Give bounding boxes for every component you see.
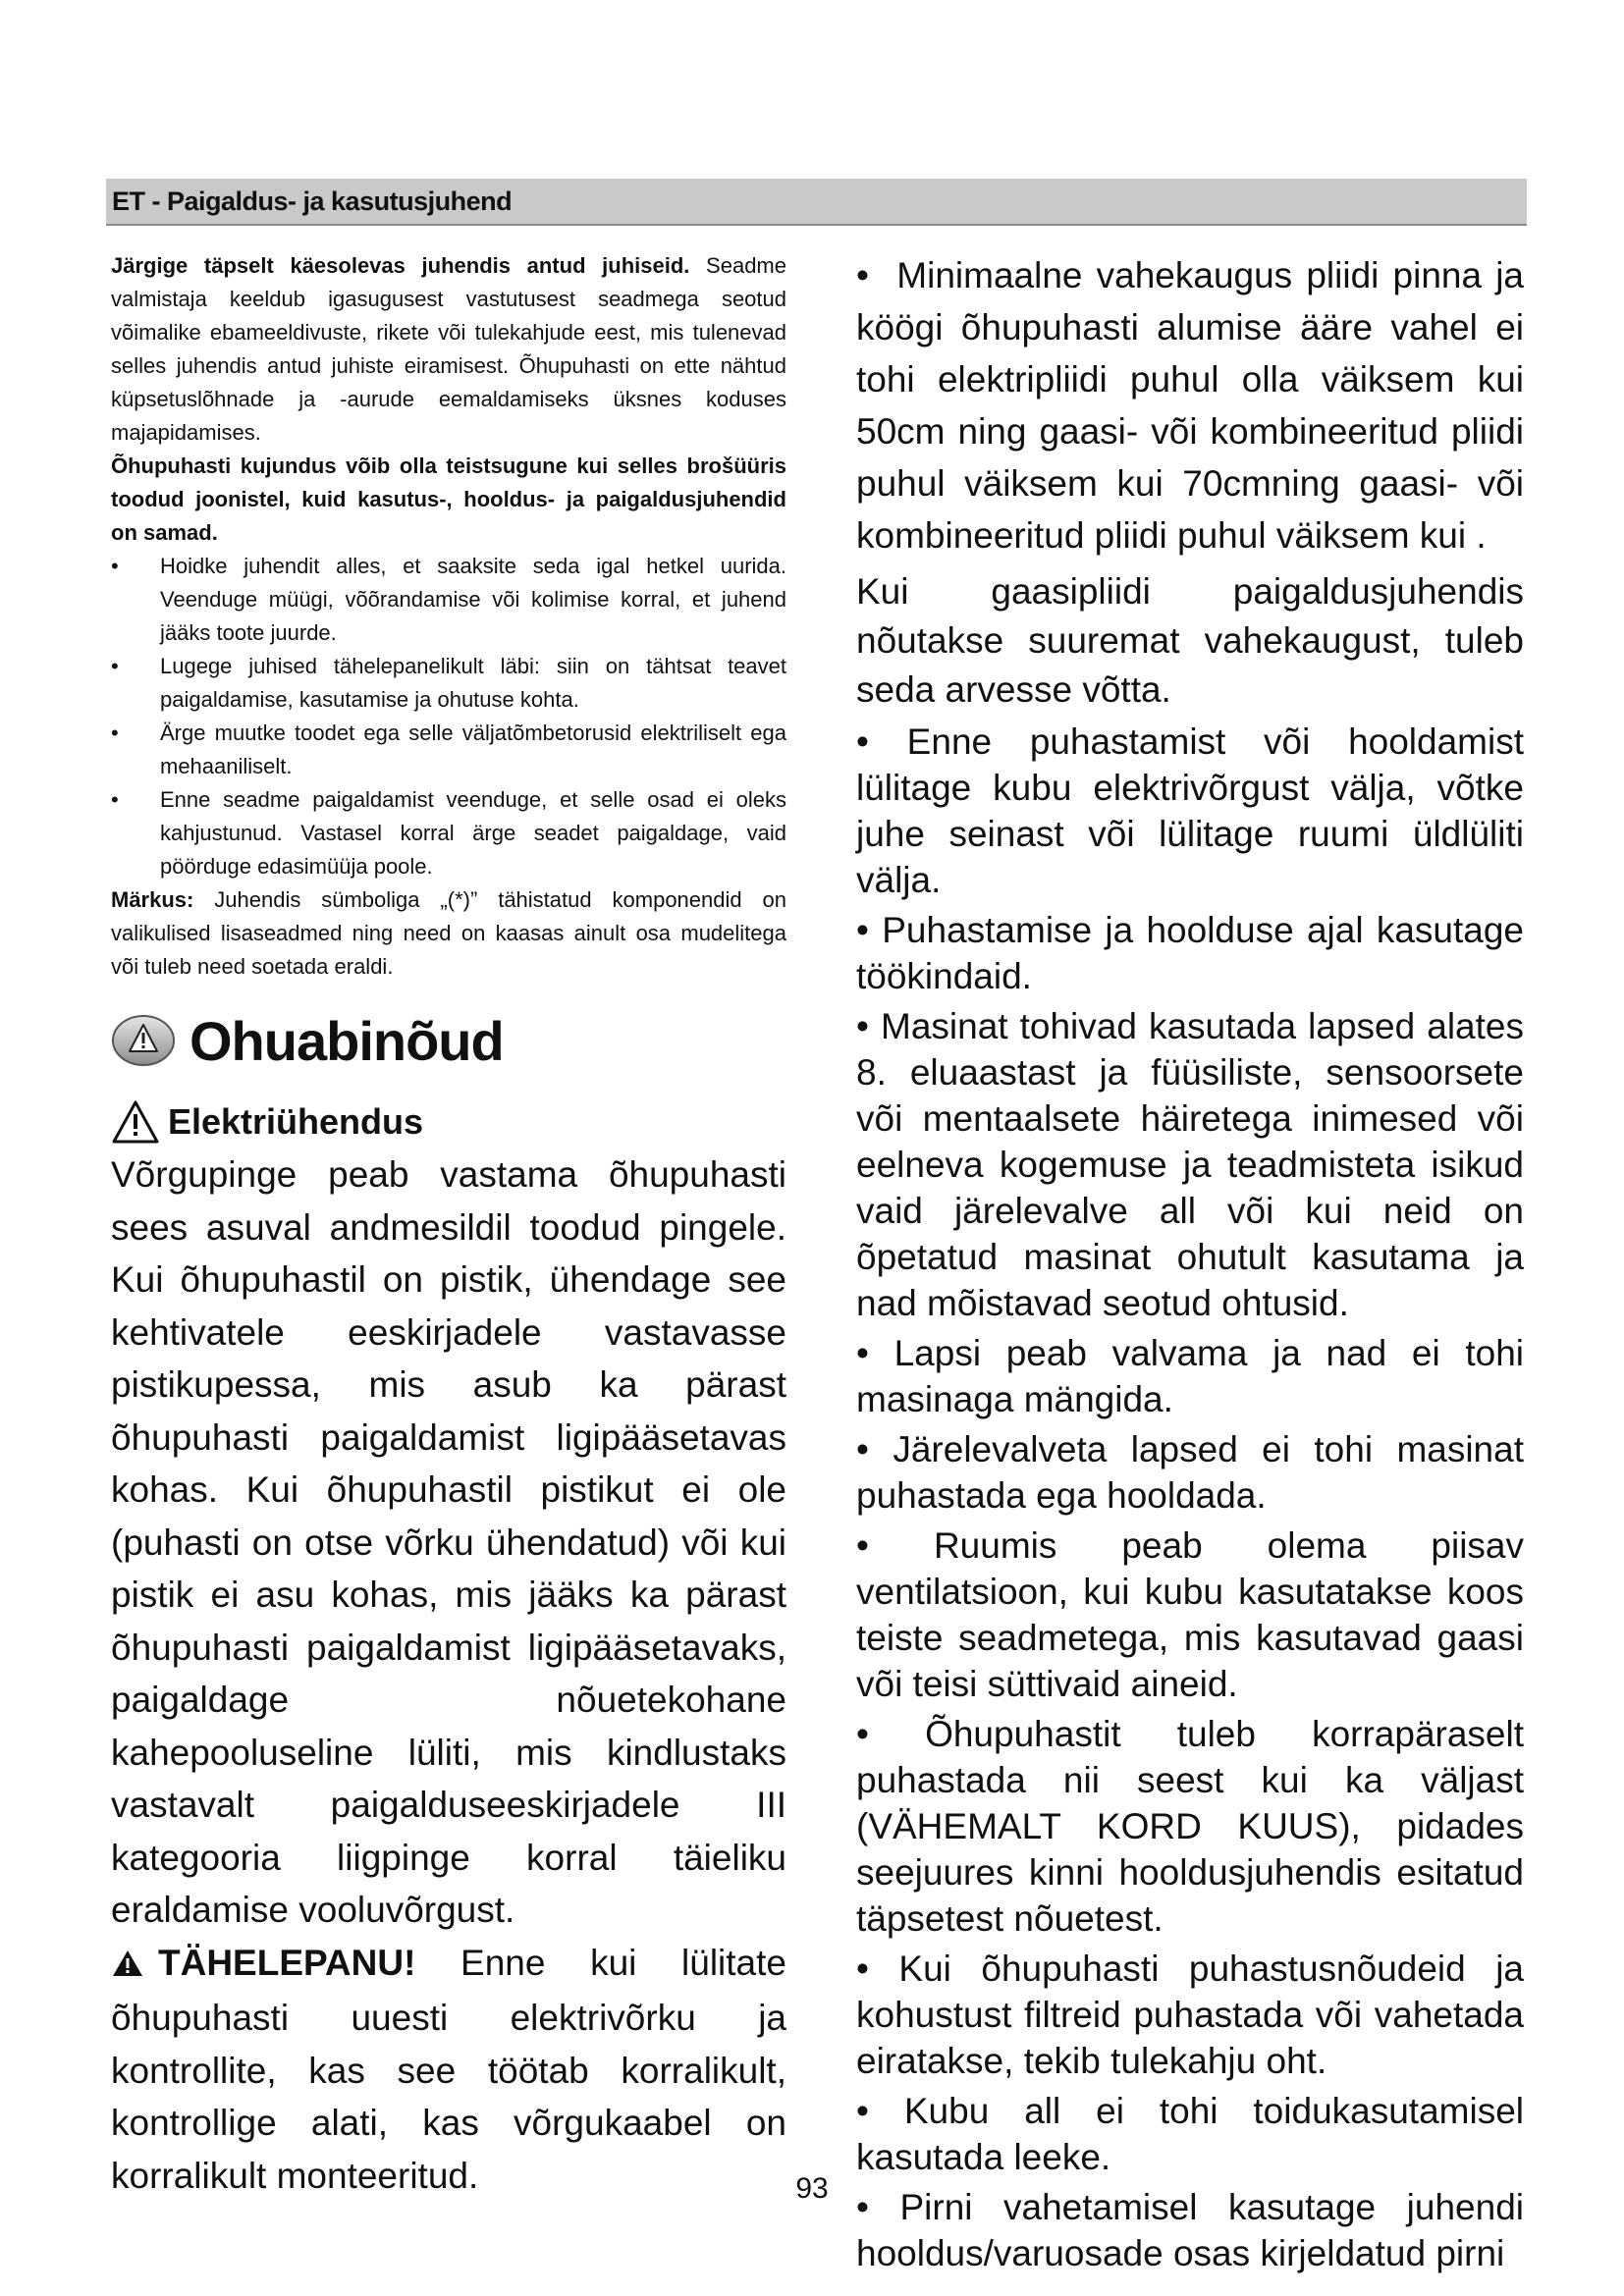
note-text: Juhendis sümboliga „(*)” tähistatud komponendid on valikulised lisaseadmed ning need on kaasas ainult osa mudelitega või tuleb need soetada eraldi. (111, 887, 786, 979)
optional-note (111, 883, 786, 984)
right-column (856, 249, 1524, 2276)
design-note-text: Õhupuhasti kujundus võib olla teistsugune kui selles brošüüris toodud joonistel, kuid kasutus-, hooldus- ja paigaldusjuhendid on samad. (111, 454, 786, 545)
list-item-text: Lugege juhised tähelepanelikult läbi: siin on tähtsat teavet paigaldamise, kasutamise ja ohutuse kohta. (160, 654, 786, 712)
clearance-text: Minimaalne vahekaugus pliidi pinna ja köögi õhupuhasti alumise ääre vahel ei tohi elektripliidi puhul olla väiksem kui 50cm ning gaasi- või kombineeritud pliidi puhul väiksem kui 70cmning gaasi- või kombineeritud pliidi puhul väiksem kui . (856, 255, 1525, 556)
list-item: • Õhupuhastit tuleb korrapäraselt puhastada nii seest kui ka väljast (VÄHEMALT KORD KUUS), pidades seejuures kinni hooldusjuhendis esitatud täpsetest nõuetest. (856, 1714, 1524, 1939)
list-item-text: Hoidke juhendit alles, et saaksite seda igal hetkel uurida. Veenduge müügi, võõrandamise või kolimise korral, et juhend jääks toote juurde. (160, 554, 786, 645)
safety-bullet-list (856, 719, 1524, 2276)
bullet-icon: • (111, 787, 119, 812)
list-item (111, 650, 786, 717)
list-item: • Puhastamise ja hoolduse ajal kasutage töökindaid. (856, 910, 1524, 996)
note-label: Märkus: (111, 887, 194, 912)
warning-triangle-icon (111, 1099, 160, 1145)
page-number: 93 (795, 2172, 829, 2205)
list-item (111, 783, 786, 883)
electric-text: Võrgupinge peab vastama õhupuhasti sees asuval andmesildil toodud pingele. Kui õhupuhastil on pistik, ühendage see kehtivatele eeskirjadele vastavasse pistikupessa, mis asub ka pärast õhupuhasti paigaldamist ligipääsetavas kohas. Kui õhupuhastil pistikut ei ole (puhasti on otse võrku ühendatud) või kui pistik ei asu kohas, mis jääks ka pärast õhupuhasti paigaldamist ligipääsetavaks, paigaldage nõuetekohane kahepooluseline lüliti, mis kindlustaks vastavalt paigalduseeskirjadele III kategooria liigpinge korral täieliku eraldamise vooluvõrgust. (111, 1154, 786, 1930)
intro-paragraph (111, 249, 786, 450)
list-item: • Ruumis peab olema piisav ventilatsioon, kui kubu kasutatakse koos teiste seadmetega, mis kasutavad gaasi või teisi süttivaid aineid. (856, 1525, 1524, 1704)
bullet-icon: • (111, 654, 119, 678)
list-item: • Pirni vahetamisel kasutage juhendi hooldus/varuosade osas kirjeldatud pirni (856, 2187, 1524, 2273)
list-item-text: Enne seadme paigaldamist veenduge, et selle osad ei oleks kahjustunud. Vastasel korral ärge seadet paigaldage, vaid pöörduge edasimüüja poole. (160, 787, 786, 879)
warning-text: Enne kui lülitate õhupuhasti uuesti elektrivõrku ja kontrollite, kas see töötab korralikult, kontrollige alati, kas võrgukaabel on korralikult monteeritud. (111, 1942, 786, 2196)
list-item: • Kui õhupuhasti puhastusnõudeid ja kohustust filtreid puhastada või vahetada eiratakse, tekib tulekahju oht. (856, 1949, 1524, 2081)
document-title: ET - Paigaldus- ja kasutusjuhend (112, 187, 513, 216)
list-item: • Järelevalveta lapsed ei tohi masinat puhastada ega hooldada. (856, 1429, 1524, 1516)
intro-bullet-list (111, 550, 786, 883)
list-item: • Masinat tohivad kasutada lapsed alates 8. eluaastast ja füüsiliste, sensoorsete või mentaalsete häiretega inimesed või eelneva kogemuse ja teadmisteta isikud vaid järelevalve all või kui neid on õpetatud masinat ohutult kasutama ja nad mõistavad seotud ohtusid. (856, 1006, 1524, 1323)
header-bar (106, 179, 1527, 226)
intro-text: Seadme valmistaja keeldub igasugusest vastutusest seadmega seotud võimalike ebameeldivuste, rikete või tulekahjude eest, mis tulenevad selles juhendis antud juhiste eiramisest. Õhupuhasti on ette nähtud küpsetuslõhnade ja -aurude eemaldamiseks üksnes koduses majapidamises. (111, 253, 786, 445)
electric-heading (111, 1095, 786, 1148)
warning-solid-triangle-icon (111, 1940, 144, 1993)
list-item: • Kubu all ei tohi toidukasutamisel kasutada leeke. (856, 2091, 1524, 2177)
left-column (111, 249, 786, 2202)
safety-heading (111, 1005, 786, 1076)
list-item-text: Ärge muutke toodet ega selle väljatõmbetorusid elektriliselt ega mehaaniliselt. (160, 721, 786, 778)
bullet-icon: • (856, 255, 897, 295)
warning-label: TÄHELEPANU! (158, 1942, 416, 1983)
bullet-icon: • (111, 554, 119, 578)
list-item: • Lapsi peab valvama ja nad ei tohi masinaga mängida. (856, 1333, 1524, 1419)
design-note (111, 450, 786, 550)
list-item (111, 550, 786, 650)
gas-note: Kui gaasipliidi paigaldusjuhendis nõutakse suuremat vahekaugust, tuleb seda arvesse võtta. (856, 571, 1524, 710)
bullet-icon: • (111, 721, 119, 745)
warning-circle-icon (111, 1014, 176, 1067)
warning-paragraph (111, 1937, 786, 2203)
intro-bold-text: Järgige täpselt käesolevas juhendis antud juhiseid. (111, 253, 690, 278)
section-title: Ohuabinõud (189, 1009, 504, 1072)
subsection-title: Elektriühendus (168, 1101, 424, 1142)
list-item: • Enne puhastamist või hooldamist lülitage kubu elektrivõrgust välja, võtke juhe seinast või lülitage ruumi üldlüliti välja. (856, 721, 1524, 900)
list-item (111, 717, 786, 783)
clearance-bullet (856, 249, 1524, 561)
